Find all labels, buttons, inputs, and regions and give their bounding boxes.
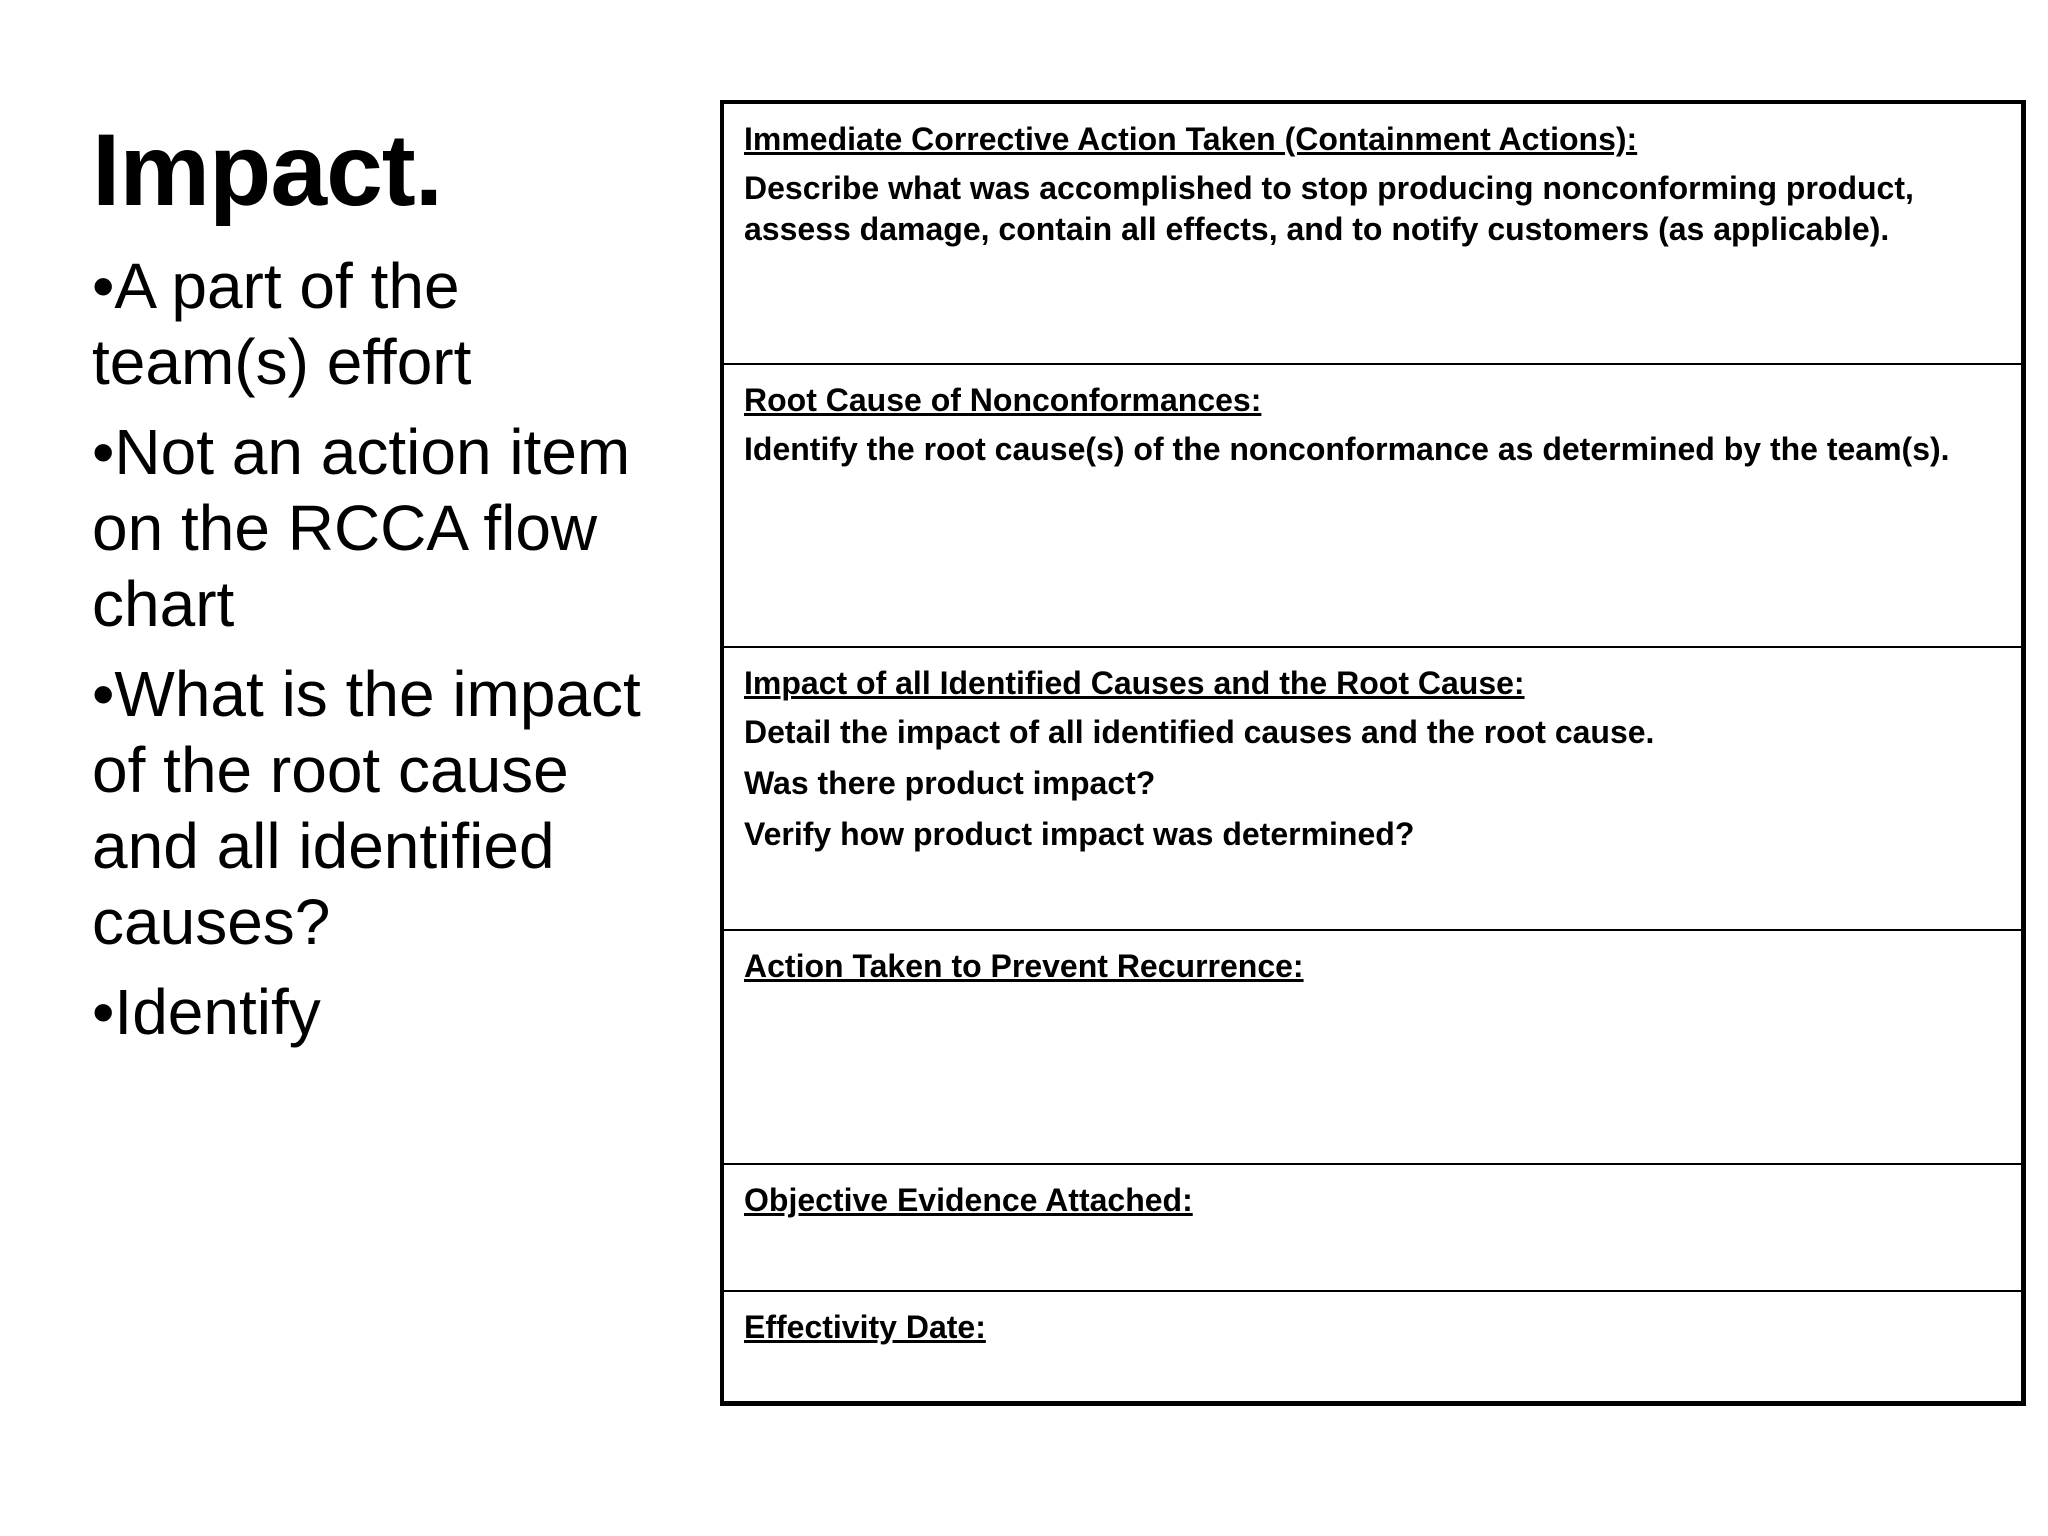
impact-section <box>724 648 2021 931</box>
bullet-item <box>92 248 652 400</box>
bullet-item <box>92 656 652 960</box>
objective-evidence-section <box>724 1165 2021 1292</box>
bullet-item <box>92 974 652 1050</box>
bullet-text: A part of the team(s) effort <box>92 250 472 398</box>
root-cause-section <box>724 365 2021 648</box>
bullet-text: What is the impact of the root cause and all identified causes? <box>92 658 641 958</box>
section-instruction: Verify how product impact was determined? <box>744 816 1415 853</box>
rcca-form <box>720 100 2026 1406</box>
effectivity-date-section <box>724 1292 2021 1401</box>
bullet-list <box>92 248 652 1064</box>
containment-actions-section <box>724 104 2021 365</box>
section-instruction: Describe what was accomplished to stop producing nonconforming product, assess damage, contain all effects, and to notify customers (as applicable). <box>744 170 1914 248</box>
prevent-recurrence-section <box>724 931 2021 1165</box>
section-instruction: Detail the impact of all identified causes and the root cause. <box>744 714 1655 751</box>
bullet-text: Not an action item on the RCCA flow chart <box>92 416 631 640</box>
bullet-item <box>92 414 652 642</box>
section-heading: Action Taken to Prevent Recurrence: <box>744 948 1304 984</box>
bullet-text: Identify <box>114 976 321 1048</box>
section-instruction: Was there product impact? <box>744 765 1156 802</box>
section-heading: Effectivity Date: <box>744 1309 986 1345</box>
slide-title: Impact. <box>92 113 443 227</box>
section-heading: Immediate Corrective Action Taken (Containment Actions): <box>744 121 1638 157</box>
section-heading: Root Cause of Nonconformances: <box>744 382 1262 418</box>
section-instruction: Identify the root cause(s) of the nonconformance as determined by the team(s). <box>744 431 1950 468</box>
section-heading: Impact of all Identified Causes and the Root Cause: <box>744 665 1525 701</box>
section-heading: Objective Evidence Attached: <box>744 1182 1193 1218</box>
